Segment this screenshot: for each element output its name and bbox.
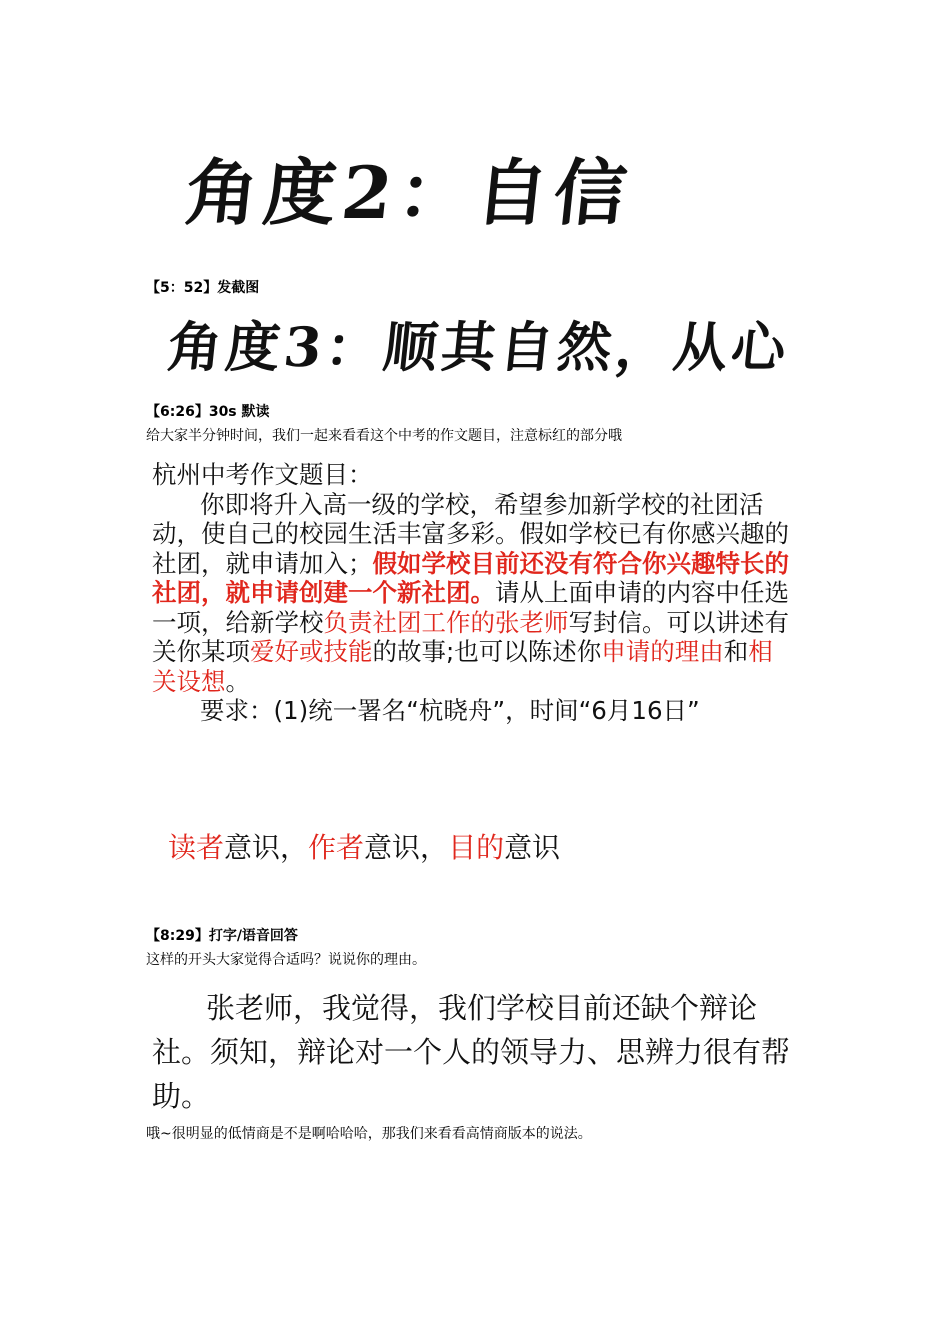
angle-3-title-image: 角度3：顺其自然，从心 bbox=[164, 315, 793, 379]
reader-keyword: 读者 bbox=[168, 831, 225, 864]
sample-answer-text: 张老师，我觉得，我们学校目前还缺个辩论社。须知，辩论对一个人的领导力、思辨力很有帮助。 bbox=[152, 991, 791, 1113]
essay-prompt-body bbox=[152, 490, 792, 697]
essay-prompt-title: 杭州中考作文题目： bbox=[152, 460, 373, 489]
essay-prompt-screenshot bbox=[152, 460, 792, 726]
prompt-text-3: 写封信。可以讲述有关你某项 bbox=[152, 607, 789, 666]
awareness-text-1: 意识， bbox=[224, 831, 309, 864]
question-prompt: 这样的开头大家觉得合适吗？说说你的理由。 bbox=[146, 952, 426, 968]
timestamp-5-52: 【5：52】发截图 bbox=[146, 280, 260, 296]
awareness-text-3: 意识 bbox=[504, 831, 561, 864]
prompt-highlight-hobby: 爱好或技能 bbox=[250, 637, 373, 666]
closing-remark: 哦~很明显的低情商是不是啊哈哈哈，那我们来看看高情商版本的说法。 bbox=[146, 1126, 592, 1142]
prompt-highlight-new-club: 假如学校目前还没有符合你兴趣特长的社团，就申请创建一个新社团。 bbox=[152, 548, 789, 607]
awareness-text-2: 意识， bbox=[364, 831, 449, 864]
prompt-highlight-reason: 申请的理由 bbox=[601, 637, 724, 666]
prompt-highlight-ideas: 相关设想 bbox=[152, 637, 773, 696]
timestamp-8-29: 【8:29】打字/语音回答 bbox=[146, 928, 298, 944]
sample-answer-screenshot bbox=[152, 986, 812, 1118]
prompt-highlight-teacher: 负责社团工作的张老师 bbox=[323, 607, 569, 637]
author-keyword: 作者 bbox=[308, 831, 365, 864]
essay-requirement: 要求：(1)统一署名“杭晓舟”，时间“6月16日” bbox=[200, 696, 700, 725]
reading-instruction: 给大家半分钟时间，我们一起来看看这个中考的作文题目，注意标红的部分哦 bbox=[146, 428, 622, 444]
prompt-text-1: 你即将升入高一级的学校，希望参加新学校的社团活动，使自己的校园生活丰富多彩。假如学校已有你感兴趣的社团，就申请加入； bbox=[152, 489, 789, 578]
timestamp-6-26: 【6:26】30s 默读 bbox=[146, 404, 270, 420]
prompt-text-6: 。 bbox=[225, 666, 250, 696]
prompt-text-4: 的故事;也可以陈述你 bbox=[372, 637, 602, 666]
prompt-text-5: 和 bbox=[723, 637, 749, 666]
angle-2-title-image: 角度2：自信 bbox=[181, 150, 637, 235]
prompt-text-2: 请从上面申请的内容中任选一项，给新学校 bbox=[152, 578, 789, 637]
purpose-keyword: 目的 bbox=[448, 831, 505, 864]
awareness-line bbox=[168, 828, 560, 868]
